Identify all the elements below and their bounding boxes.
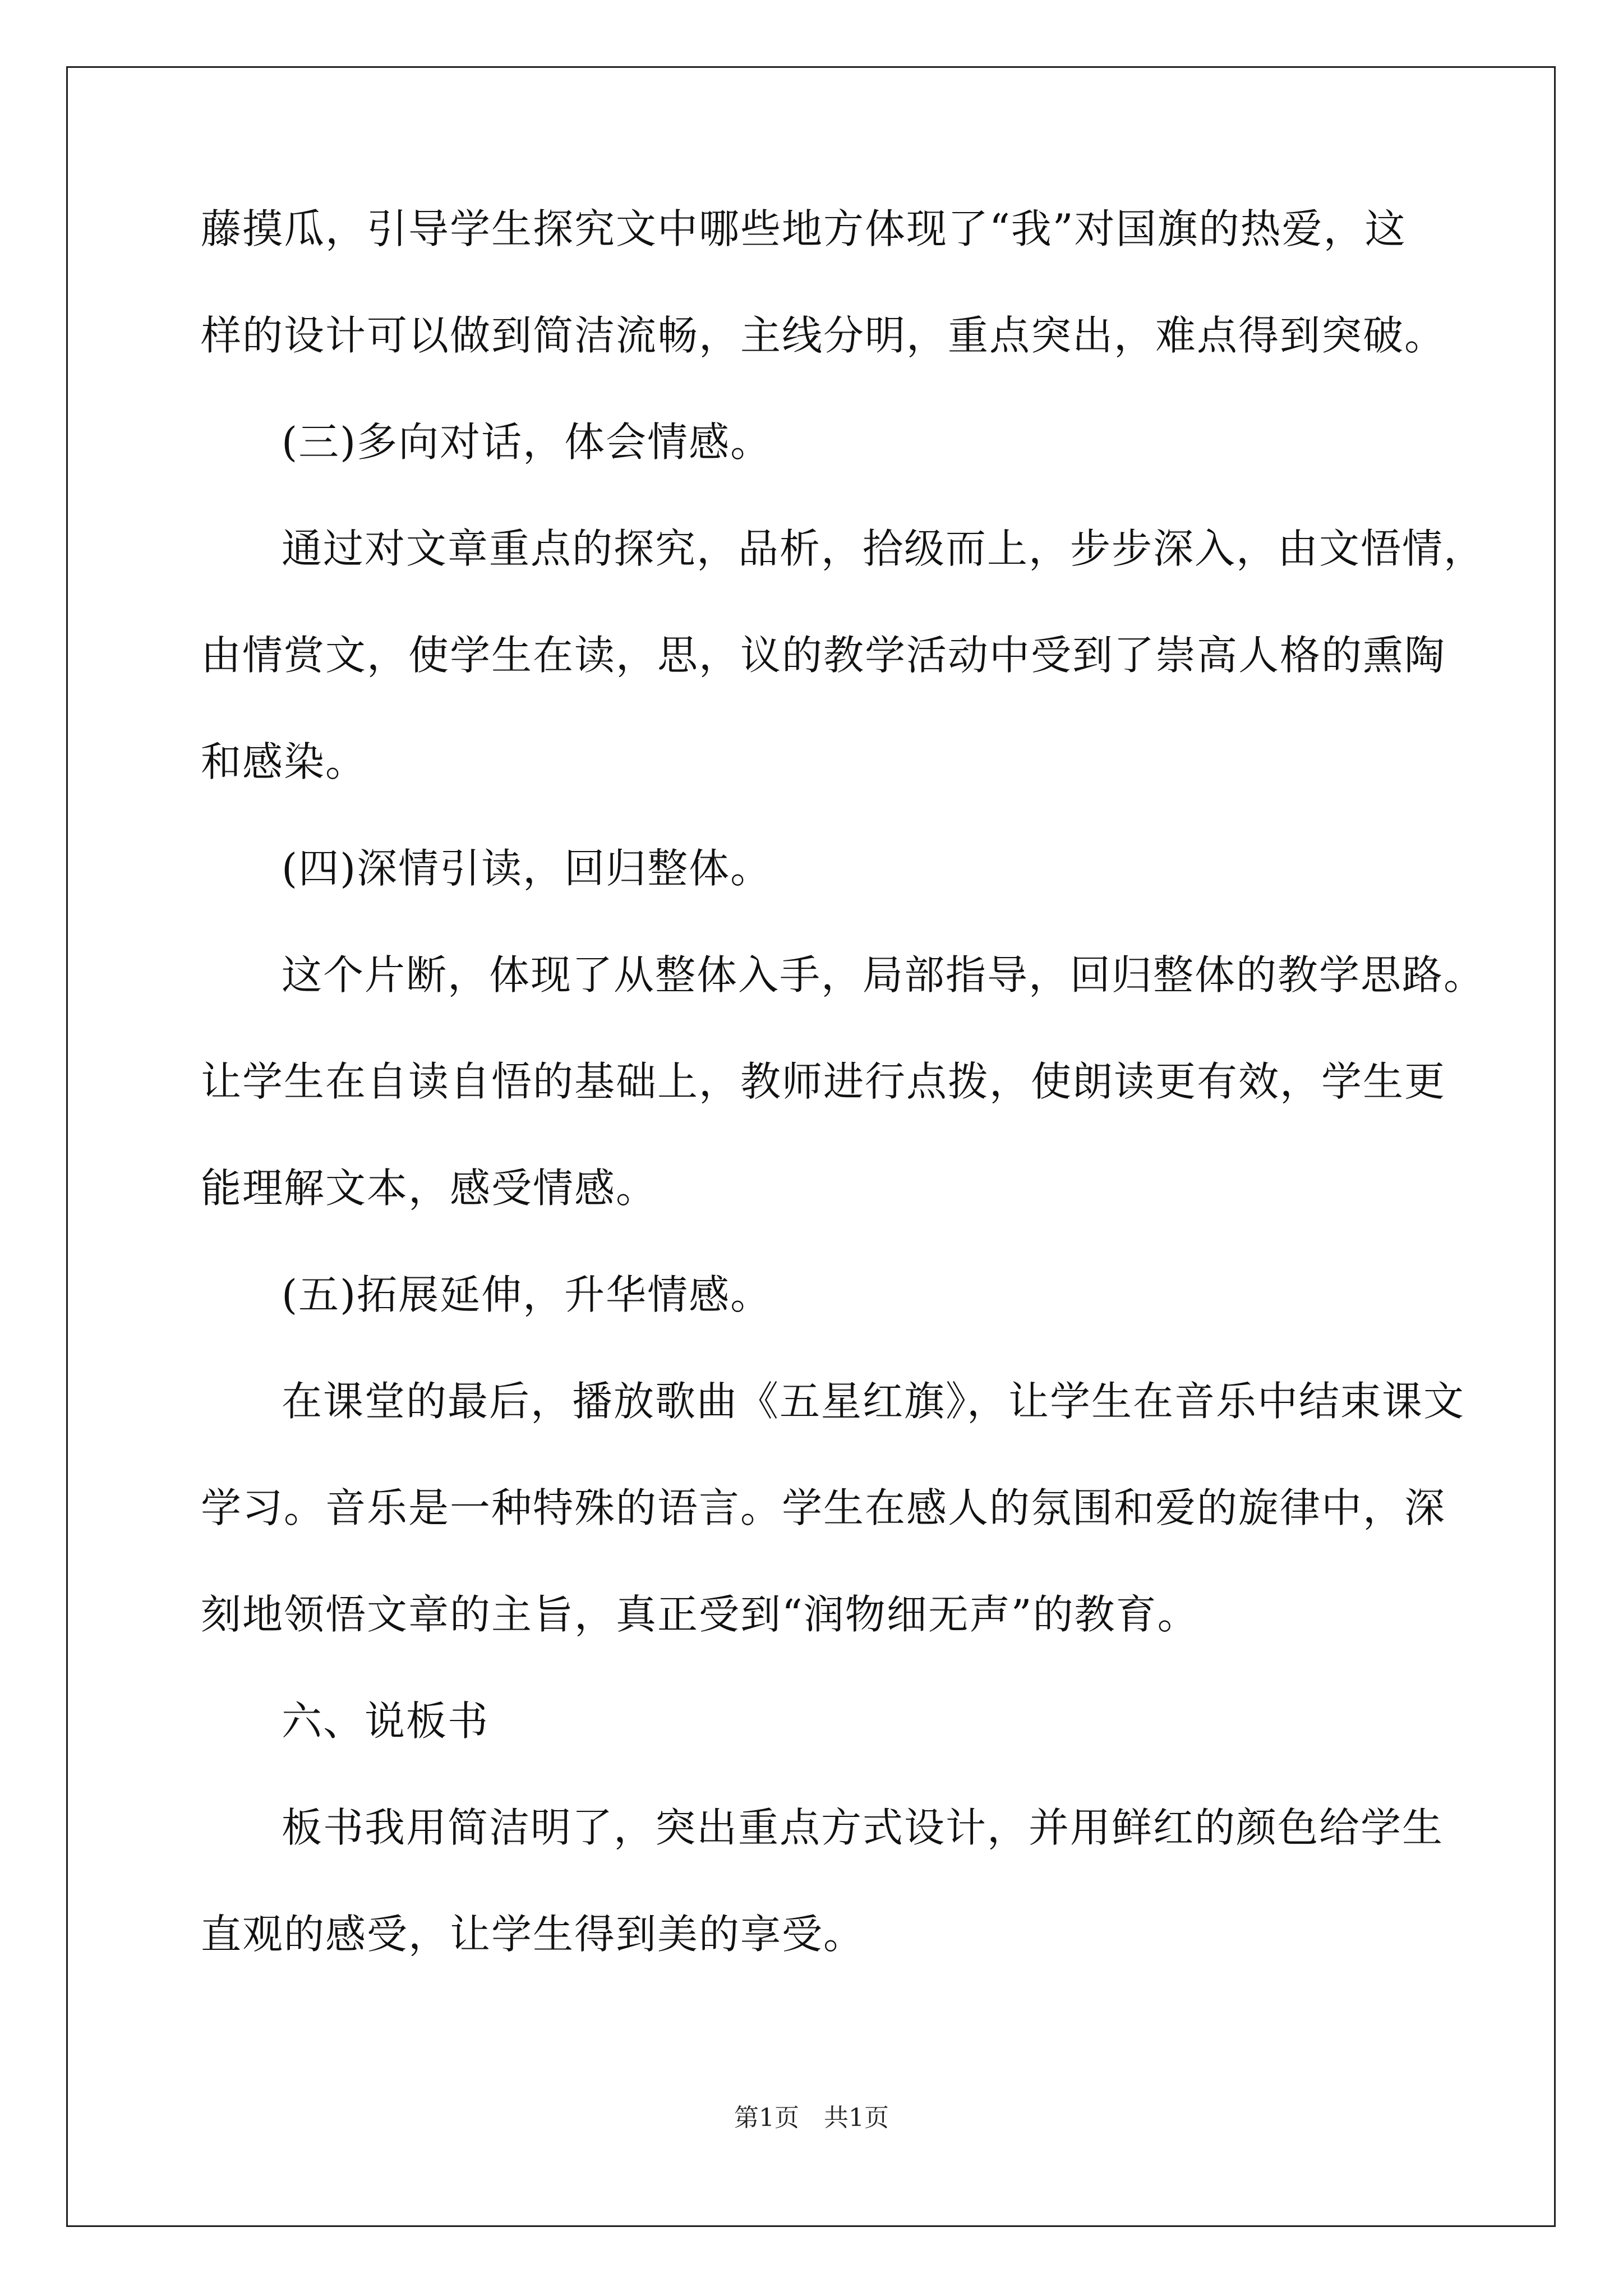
text-line: 和感染。	[201, 738, 367, 785]
text-line: 这个片断，体现了从整体入手，局部指导，回归整体的教学思路。	[282, 951, 1486, 999]
text-line: 样的设计可以做到简洁流畅，主线分明，重点突出，难点得到突破。	[201, 312, 1446, 359]
page-number: 第1页 共1页	[734, 2104, 889, 2132]
section-heading: (五)拓展延伸，升华情感。	[282, 1271, 772, 1318]
section-heading: 六、说板书	[282, 1697, 490, 1745]
section-heading: (四)深情引读，回归整体。	[282, 845, 772, 892]
text-line: 直观的感受，让学生得到美的享受。	[201, 1911, 865, 1958]
text-line: 在课堂的最后，播放歌曲《五星红旗》，让学生在音乐中结束课文	[282, 1378, 1465, 1425]
text-line: 板书我用简洁明了，突出重点方式设计，并用鲜红的颜色给学生	[282, 1804, 1444, 1851]
page-border	[66, 66, 1556, 2227]
text-line: 藤摸瓜，引导学生探究文中哪些地方体现了“我”对国旗的热爱，这	[201, 205, 1407, 252]
text-line: 由情赏文，使学生在读，思，议的教学活动中受到了崇高人格的熏陶	[201, 632, 1446, 679]
text-line: 刻地领悟文章的主旨，真正受到“润物细无声”的教育。	[201, 1591, 1199, 1638]
text-line: 学习。音乐是一种特殊的语言。学生在感人的氛围和爱的旋律中，深	[201, 1484, 1446, 1531]
text-line: 让学生在自读自悟的基础上，教师进行点拨，使朗读更有效，学生更	[201, 1058, 1446, 1105]
text-line: 通过对文章重点的探究，品析，拾级而上，步步深入，由文悟情，	[282, 525, 1486, 572]
section-heading: (三)多向对话，体会情感。	[282, 418, 772, 466]
text-line: 能理解文本，感受情感。	[201, 1165, 658, 1212]
